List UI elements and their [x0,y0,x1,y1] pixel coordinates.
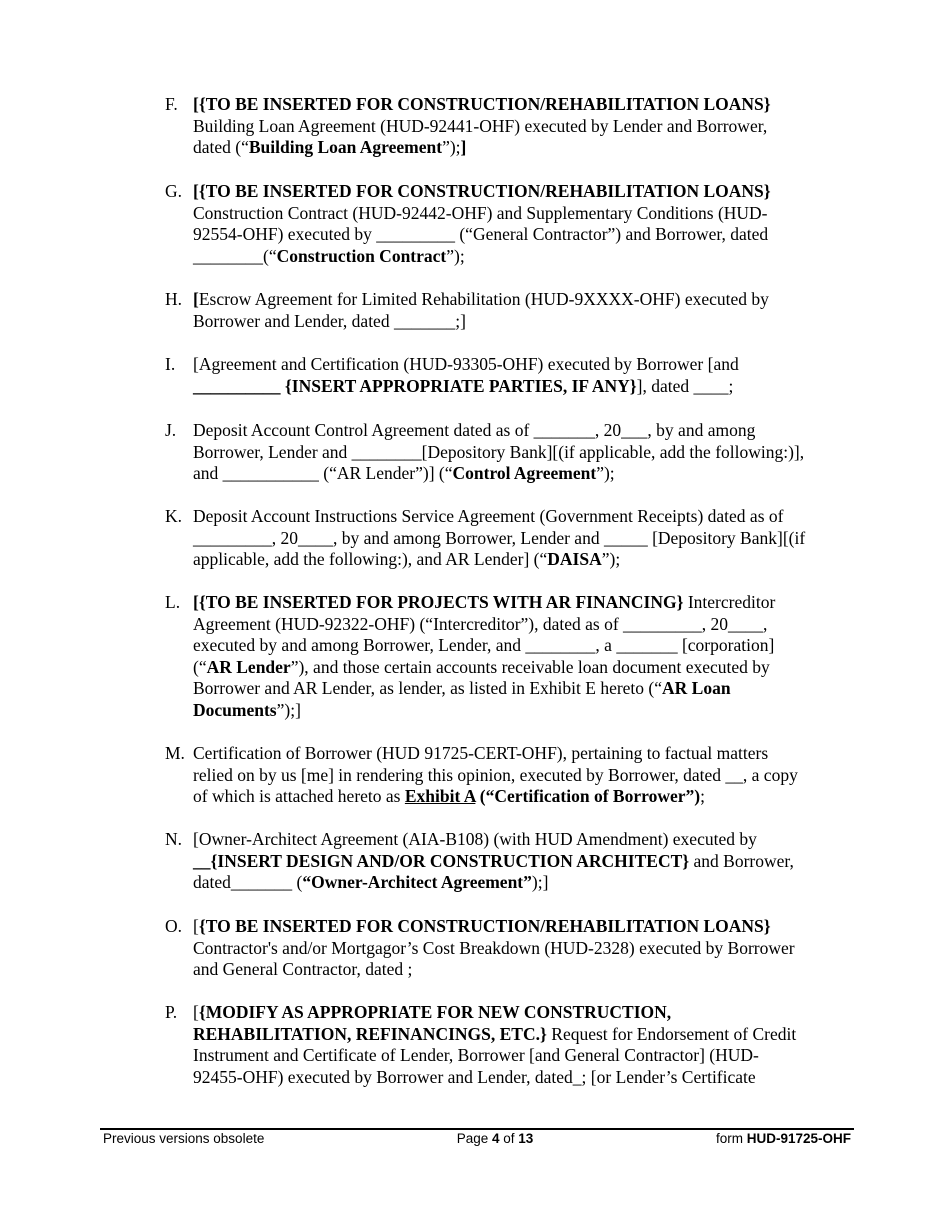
item-letter: F. [165,94,178,114]
item-line [193,743,855,765]
bold-text: {MODIFY AS APPROPRIATE FOR NEW CONSTRUCTION, [198,1002,672,1022]
text-segment: ”); [601,549,621,569]
bold-text: [{TO BE INSERTED FOR CONSTRUCTION/REHABILITATION LOANS} [193,94,771,114]
item-letter: N. [165,829,183,849]
text-segment: [Owner-Architect Agreement (AIA-B108) (with HUD Amendment) executed by [193,829,757,849]
text-segment: Intercreditor [683,592,776,612]
bold-text: (“Certification of Borrower”) [475,786,701,806]
form-number: HUD-91725-OHF [746,1131,851,1146]
item-body [193,354,855,397]
item-line [193,765,855,787]
item-letter: L. [165,592,181,612]
text-segment: Borrower and AR Lender, as lender, as listed in Exhibit E hereto (“ [193,678,663,698]
text-segment: ”), and those certain accounts receivable loan document executed by [290,656,770,677]
exhibit-item [165,506,855,571]
item-line [193,592,855,614]
item-line [193,872,855,894]
text-segment: Certification of Borrower (HUD 91725-CERT-OHF), pertaining to factual matters [193,743,769,763]
item-body [193,420,855,485]
item-body [193,592,855,721]
bold-text: Documents [193,699,277,720]
page-prefix: Page [456,1131,492,1146]
item-body [193,743,855,808]
item-letter: M. [165,743,185,763]
text-segment: Deposit Account Control Agreement dated as of _______, 20___, by and among [193,420,756,440]
item-letter: K. [165,506,183,526]
item-body [193,181,855,267]
item-line [193,829,855,851]
underlined-text: Exhibit A [404,786,476,806]
text-segment: Building Loan Agreement (HUD-92441-OHF) executed by Lender and Borrower, [193,115,768,136]
page-of: of [499,1131,519,1146]
text-segment: applicable, add the following:), and AR Lender] (“ [193,549,548,569]
exhibit-item [165,94,855,159]
item-line [193,1002,855,1024]
item-body [193,916,855,981]
bold-text: [{TO BE INSERTED FOR PROJECTS WITH AR FINANCING} [193,592,684,612]
item-line [193,528,855,550]
text-segment: 92554-OHF) executed by _________ (“General Contractor”) and Borrower, dated [193,224,769,244]
bold-text: Construction Contract [276,245,447,266]
form-prefix: form [715,1131,747,1146]
text-segment: and Borrower, [689,850,794,871]
item-line [193,938,855,960]
item-letter: O. [165,916,183,936]
text-segment: Instrument and Certificate of Lender, Borrower [and General Contractor] (HUD- [193,1045,759,1065]
item-line [193,657,855,679]
text-segment: _________, 20____, by and among Borrower, Lender and _____ [Depository Bank][(if [193,527,806,548]
item-line [193,635,855,657]
item-line [193,916,855,938]
bold-text: {TO BE INSERTED FOR CONSTRUCTION/REHABILITATION LOANS} [198,916,771,936]
footer-notice: Previous versions obsolete [103,1131,265,1146]
item-line [193,94,855,116]
bold-text: AR Lender [206,656,291,677]
text-segment: [ [193,1002,199,1022]
text-segment: of which is attached hereto as [193,786,405,806]
item-line [193,203,855,225]
item-line [193,506,855,528]
text-segment: 92455-OHF) executed by Borrower and Lender, dated_; [or Lender’s Certificate [193,1066,756,1087]
exhibit-item [165,916,855,981]
item-letter: P. [165,1002,178,1022]
text-segment: Borrower and Lender, dated _______;] [193,310,466,331]
bold-text: Building Loan Agreement [248,137,443,157]
item-letter: G. [165,181,183,201]
item-line [193,246,855,268]
text-segment: [Agreement and Certification (HUD-93305-OHF) executed by Borrower [and [193,354,739,374]
item-line [193,181,855,203]
bold-text: AR Loan [662,678,731,698]
text-segment: dated (“ [193,137,249,157]
item-line [193,549,855,571]
exhibit-item [165,289,855,332]
exhibit-item [165,1002,855,1088]
item-line [193,311,855,333]
text-segment: Request for Endorsement of Credit [546,1023,797,1044]
text-segment: [ [193,916,199,936]
item-line [193,1024,855,1046]
bold-text: [ [193,289,199,309]
item-line [193,420,855,442]
bold-text [405,786,476,806]
item-line [193,614,855,636]
item-line [193,463,855,485]
text-segment: and General Contractor, dated ; [193,959,413,979]
text-segment: Borrower, Lender and ________[Depository Bank][(if applicable, add the following:)], [193,441,805,462]
item-line [193,851,855,873]
bold-text: REHABILITATION, REFINANCINGS, ETC.} [193,1023,547,1044]
bold-text: __{INSERT DESIGN AND/OR CONSTRUCTION ARCHITECT} [193,850,690,871]
text-segment: executed by and among Borrower, Lender, and ________, a _______ [corporation] [193,635,775,655]
item-line [193,959,855,981]
text-segment: ”);] [276,699,301,720]
item-line [193,224,855,246]
page-number: 4 [491,1131,500,1146]
item-line [193,1067,855,1089]
item-body [193,829,855,894]
item-line [193,354,855,376]
exhibit-item [165,592,855,721]
text-segment: Agreement (HUD-92322-OHF) (“Intercreditor”), dated as of _________, 20____, [193,613,768,634]
item-line [193,678,855,700]
item-line [193,786,855,808]
bold-text: “Owner-Architect Agreement” [302,872,532,892]
item-letter: I. [165,354,176,374]
bold-text: __________ {INSERT APPROPRIATE PARTIES, IF ANY} [193,375,637,396]
item-line [193,376,855,398]
footer-divider [100,1128,854,1130]
text-segment: ________(“ [193,245,277,266]
item-letter: J. [165,420,177,440]
page-total: 13 [518,1131,534,1146]
text-segment: ”); [442,137,461,157]
item-letter: H. [165,289,183,309]
item-line [193,137,855,159]
text-segment: and ___________ (“AR Lender”)] (“ [193,463,453,483]
form-id [716,1131,851,1147]
bold-text: DAISA [547,549,602,569]
text-segment: Construction Contract (HUD-92442-OHF) and Supplementary Conditions (HUD- [193,202,768,223]
text-segment: );] [531,872,549,892]
item-line [193,289,855,311]
item-line [193,442,855,464]
bold-text: ] [460,137,467,157]
text-segment: Deposit Account Instructions Service Agreement (Government Receipts) dated as of [193,506,784,526]
exhibit-item [165,829,855,894]
exhibit-item [165,420,855,485]
exhibit-item [165,743,855,808]
bold-text: Control Agreement [452,463,597,483]
item-body [193,289,855,332]
exhibit-item [165,354,855,397]
text-segment: ; [700,786,705,806]
item-body [193,94,855,159]
text-segment: ], dated ____; [636,375,734,396]
text-segment: dated_______ ( [193,872,303,892]
text-segment: ”); [446,245,465,266]
text-segment: Contractor's and/or Mortgagor’s Cost Breakdown (HUD-2328) executed by Borrower [193,937,795,958]
exhibit-item [165,181,855,267]
text-segment: relied on by us [me] in rendering this opinion, executed by Borrower, dated __, a copy [193,764,798,785]
item-body [193,1002,855,1088]
text-segment: Escrow Agreement for Limited Rehabilitation (HUD-9XXXX-OHF) executed by [198,289,769,309]
item-body [193,506,855,571]
item-line [193,700,855,722]
item-line [193,116,855,138]
item-line [193,1045,855,1067]
text-segment: ”); [596,463,615,483]
text-segment: (“ [193,656,207,677]
bold-text: [{TO BE INSERTED FOR CONSTRUCTION/REHABILITATION LOANS} [193,181,771,201]
